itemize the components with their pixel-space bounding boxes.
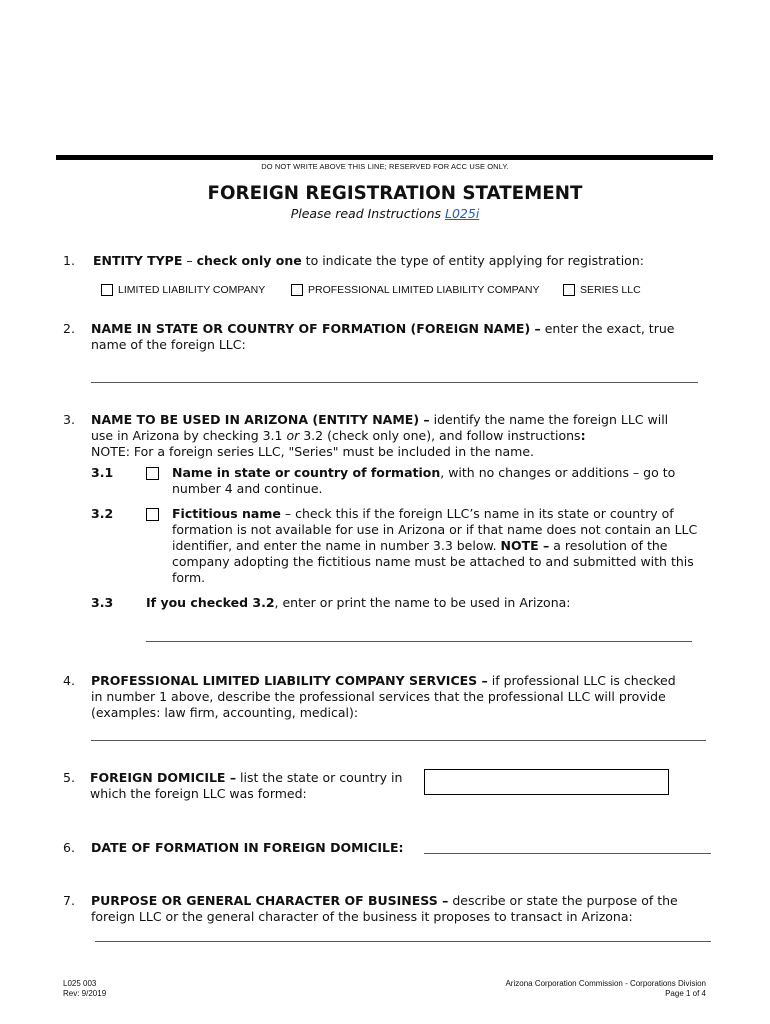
- s31-label-bold: Name in state or country of formation: [172, 465, 441, 480]
- q3-line2-or: or: [286, 428, 300, 443]
- q2-label-rest: enter the exact, true: [540, 321, 675, 336]
- q2-label-line2: name of the foreign LLC:: [91, 337, 246, 352]
- q3-label-bold: NAME TO BE USED IN ARIZONA (ENTITY NAME) –: [91, 412, 430, 427]
- q3-note: NOTE: For a foreign series LLC, "Series" must be included in the name.: [91, 444, 535, 459]
- series-llc-checkbox[interactable]: [563, 284, 575, 296]
- llc-checkbox[interactable]: [101, 284, 113, 296]
- q5-label: [90, 770, 402, 786]
- s33-number-text: 3.3: [91, 595, 114, 610]
- q7-number: 7.: [63, 893, 75, 908]
- s31-label: [172, 465, 675, 481]
- q7-label: [91, 893, 678, 909]
- s32-line3: [172, 538, 667, 554]
- s32-line1-rest: – check this if the foreign LLC’s name in its state or country of: [280, 506, 674, 521]
- form-revision: Rev: 9/2019: [63, 989, 107, 998]
- q3-line1-rest: identify the name the foreign LLC will: [429, 412, 669, 427]
- form-code: L025 003: [63, 979, 97, 988]
- q3-line2-b: 3.2 (check only one), and follow instructions: [299, 428, 581, 443]
- foreign-domicile-input[interactable]: [424, 769, 669, 795]
- page-number: Page 1 of 4: [665, 989, 706, 998]
- s32-line5: form.: [172, 570, 206, 585]
- q1-label-bold: ENTITY TYPE: [93, 253, 183, 268]
- s32-label-bold: Fictitious name: [172, 506, 281, 521]
- s32-line2: formation is not available for use in Arizona or if that name does not contain an LLC: [172, 522, 698, 537]
- s31-number-text: 3.1: [91, 465, 114, 480]
- q1-label: [93, 253, 644, 269]
- formation-date-field[interactable]: [424, 853, 711, 854]
- q4-number: 4.: [63, 673, 75, 688]
- reserved-note: DO NOT WRITE ABOVE THIS LINE; RESERVED FOR ACC USE ONLY.: [261, 162, 509, 171]
- q1-number: 1.: [63, 253, 75, 268]
- s33-label: [146, 595, 571, 611]
- llc-option-label: LIMITED LIABILITY COMPANY: [118, 284, 266, 296]
- series-llc-option-label: SERIES LLC: [580, 284, 641, 296]
- q1-label-bold2: check only one: [196, 253, 302, 268]
- s32-line3-note: NOTE –: [500, 538, 550, 553]
- s33-number: [91, 595, 113, 611]
- q1-label-rest: to indicate the type of entity applying for registration:: [301, 253, 644, 268]
- q4-line2: in number 1 above, describe the professional services that the professional LLC will provide: [91, 689, 666, 704]
- instructions-line: [0, 206, 770, 221]
- page-title: FOREIGN REGISTRATION STATEMENT: [207, 182, 583, 204]
- q2-number: 2.: [63, 321, 75, 336]
- instructions-text: Please read Instructions: [290, 206, 446, 221]
- arizona-name-field[interactable]: [146, 641, 692, 642]
- s31-number: [91, 465, 113, 481]
- q6-label-bold: DATE OF FORMATION IN FOREIGN DOMICILE:: [91, 840, 404, 855]
- q4-label: [91, 673, 676, 689]
- q6-number: 6.: [63, 840, 75, 855]
- s32-line3-c: a resolution of the: [549, 538, 668, 553]
- q7-line2: foreign LLC or the general character of the business it proposes to transact in Arizona:: [91, 909, 633, 924]
- agency-name: Arizona Corporation Commission - Corporations Division: [505, 979, 706, 988]
- pllc-checkbox[interactable]: [291, 284, 303, 296]
- business-purpose-field[interactable]: [95, 941, 711, 942]
- s32-line1: [172, 506, 674, 522]
- q7-label-bold: PURPOSE OR GENERAL CHARACTER OF BUSINESS –: [91, 893, 449, 908]
- s32-checkbox[interactable]: [146, 508, 159, 521]
- s32-number-text: 3.2: [91, 506, 114, 521]
- s32-line4: company adopting the fictitious name must be attached to and submitted with this: [172, 554, 694, 569]
- q1-dash: –: [182, 253, 197, 268]
- q3-line2-a: use in Arizona by checking 3.1: [91, 428, 287, 443]
- q4-line3: (examples: law firm, accounting, medical):: [91, 705, 359, 720]
- q7-line1-rest: describe or state the purpose of the: [448, 893, 678, 908]
- q3-line2: [91, 428, 586, 444]
- q3-label: [91, 412, 668, 428]
- q4-line1-rest: if professional LLC is checked: [487, 673, 676, 688]
- q2-label: [91, 321, 674, 337]
- q5-label-bold: FOREIGN DOMICILE –: [90, 770, 237, 785]
- q5-number: 5.: [63, 770, 75, 785]
- q4-label-bold: PROFESSIONAL LIMITED LIABILITY COMPANY SERVICES –: [91, 673, 488, 688]
- s31-checkbox[interactable]: [146, 467, 159, 480]
- q2-label-bold: NAME IN STATE OR COUNTRY OF FORMATION (FOREIGN NAME) –: [91, 321, 541, 336]
- reserved-divider: [56, 155, 713, 160]
- s32-number: [91, 506, 113, 522]
- s32-line3-a: identifier, and enter the name in number 3.3 below.: [172, 538, 501, 553]
- q3-number: 3.: [63, 412, 75, 427]
- s33-label-bold: If you checked 3.2: [146, 595, 275, 610]
- s31-label-rest: , with no changes or additions – go to: [440, 465, 676, 480]
- s31-line2: number 4 and continue.: [172, 481, 323, 496]
- q5-line1-rest: list the state or country in: [236, 770, 403, 785]
- q3-line2-colon: :: [580, 428, 586, 443]
- foreign-name-field[interactable]: [91, 382, 698, 383]
- pllc-option-label: PROFESSIONAL LIMITED LIABILITY COMPANY: [308, 284, 540, 296]
- professional-services-field[interactable]: [91, 740, 706, 741]
- s33-label-rest: , enter or print the name to be used in Arizona:: [274, 595, 571, 610]
- instructions-link[interactable]: L025i: [445, 206, 480, 221]
- q6-label: [91, 840, 404, 856]
- q5-line2: which the foreign LLC was formed:: [90, 786, 307, 801]
